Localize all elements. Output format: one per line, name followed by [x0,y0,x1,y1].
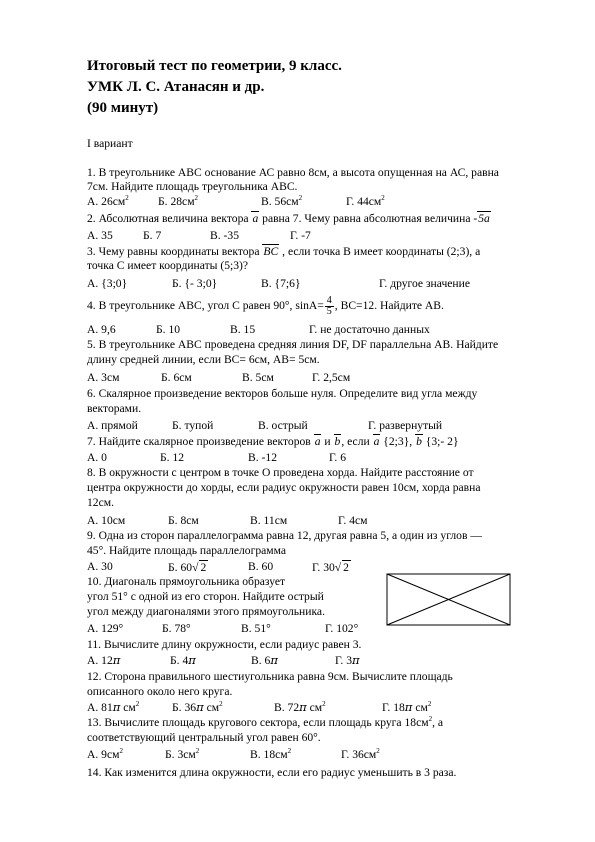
pi-symbol: π [112,653,121,667]
q11-option-d-label: Г. 3 [335,654,352,667]
q5-option-a[interactable]: А. 3см [87,371,120,384]
q11-option-a-label: А. 12 [87,654,113,667]
q1-sup-b: 2 [194,194,199,203]
q12-unit: см [306,701,323,714]
q5-option-d[interactable]: Г. 2,5см [312,371,351,384]
q3-option-c-value: 7;6 [280,277,295,290]
q11-text: 11. Вычислите длину окружности, если радиус равен 3. [87,638,362,651]
q14-text: 14. Как изменится длина окружности, если его радиус уменьшить в 3 раза. [87,766,457,779]
q8-text-3: 12см. [87,496,114,509]
q7-option-c[interactable]: В. -12 [248,451,277,464]
q5-option-b[interactable]: Б. 6см [161,371,192,384]
pi-symbol: π [299,700,307,714]
pi-symbol: π [188,653,196,667]
fraction-4-5 [325,296,334,317]
title-line-1: Итоговый тест по геометрии, 9 класс. [87,58,342,74]
q1-sup-c: 2 [298,194,303,203]
q12-option-a-label: А. 81 [87,701,113,714]
q4-option-b[interactable]: Б. 10 [156,323,181,336]
q1-option-d[interactable] [346,195,385,208]
q1-option-d-label: Г. 44см [346,195,382,208]
q3-b-brace-left: { [184,277,191,290]
q9-option-b[interactable]: Б. 60√ 2 [168,561,207,574]
vector-bc: BC [263,245,279,258]
q4-option-a[interactable]: А. 9,6 [87,323,116,336]
q13-sup: 2 [119,747,123,756]
q13-option-a[interactable] [87,748,123,761]
q7-and: и [324,435,331,448]
q10-text-2: угол 51° с одной из его сторон. Найдите острый [87,590,324,603]
q1-option-c[interactable] [261,195,302,208]
q6-option-b[interactable]: Б. тупой [172,419,214,432]
q9-option-d[interactable]: Г. 30√ 2 [312,561,349,574]
q7-option-d[interactable]: Г. 6 [329,451,346,464]
q11-option-b-label: Б. 4 [170,654,189,667]
q7-text-a: 7. Найдите скалярное произведение векторов [87,435,311,448]
q3-option-c[interactable] [261,277,301,290]
q5-option-c[interactable]: В. 5см [242,371,274,384]
q9-option-c[interactable]: В. 60 [248,560,274,573]
q13-text-2: соответствующий центральный угол равен 60°. [87,731,321,744]
q11-option-c-label: В. 6 [251,654,271,667]
q12-text-1: 12. Сторона правильного шестиугольника равна 9см. Вычислите площадь [87,670,453,683]
q6-text-1: 6. Скалярное произведение векторов больше нуля. Определите вид угла между [87,387,478,400]
vector-a-coords: 2;3 [388,435,404,448]
q3-option-b[interactable] [172,277,217,290]
q13-option-a-label: А. 9см [87,748,120,761]
q13-option-b[interactable] [165,748,199,761]
variant-label: I вариант [87,137,133,150]
sqrt-2: 2 [200,561,207,574]
q9-option-b-label: Б. 60 [168,561,193,574]
q6-option-d[interactable]: Г. развернутый [368,419,443,432]
q10-text-1: 10. Диагональ прямоугольника образует [87,575,286,588]
vector-a: a [373,435,380,448]
q13-sup: 2 [428,715,433,724]
q13-sup: 2 [287,747,292,756]
q3-text-2: точка С имеет координаты (5;3)? [87,259,249,272]
q6-option-a[interactable]: А. прямой [87,419,138,432]
q1-text-2: 7см. Найдите площадь треугольника АВС. [87,180,298,193]
vector-a: a [314,435,321,448]
q12-sup: 2 [219,700,223,709]
q12-option-c-label: В. 72 [274,701,300,714]
q11-option-a[interactable] [87,654,120,667]
q7-option-b[interactable]: Б. 12 [160,451,185,464]
fraction-denominator: 5 [326,306,332,317]
q11-option-b[interactable] [170,654,196,667]
q4-option-d[interactable]: Г. не достаточно данных [309,323,430,336]
q4-text-b: , ВС=12. Найдите АВ. [334,299,444,313]
q2-option-d[interactable]: Г. -7 [290,229,311,242]
q10-text-3: угол между диагоналями этого прямоугольника. [87,605,325,618]
title-line-3: (90 минут) [87,100,159,116]
q1-option-a-label: А. 26см [87,195,126,208]
q5-text-1: 5. В треугольнике АВС проведена средняя линия DF, DF параллельна АВ. Найдите [87,338,499,351]
q9-option-d-label: Г. 30 [312,561,335,574]
q3-option-b-value: - 3;0 [190,277,212,290]
q8-option-c[interactable]: В. 11см [250,514,288,527]
rectangle-diagonals-figure [386,572,512,628]
q8-option-d[interactable]: Г. 4см [338,514,368,527]
vector-b: b [416,435,422,448]
q8-text-1: 8. В окружности с центром в точке О проведена хорда. Найдите расстояние от [87,466,474,479]
q7-brace-left-2: { [425,435,432,448]
q12-unit: см [120,701,136,714]
q13-text-1 [87,716,443,729]
q12-sup: 2 [322,700,326,709]
q12-unit: см [203,701,220,714]
q10-option-a[interactable]: А. 129° [87,622,124,635]
q13-option-d[interactable] [341,748,380,761]
q7-brace-right-2: } [452,435,459,448]
q12-unit: см [412,701,428,714]
q12-sup: 2 [135,700,140,709]
vector-b: b [334,435,341,448]
pi-symbol: π [404,700,413,714]
vector-5a: 5a [478,212,490,225]
pi-symbol: π [112,700,121,714]
q2-option-c[interactable]: В. -35 [210,229,239,242]
q10-option-b[interactable]: Б. 78° [162,622,191,635]
q3-option-b-label: Б. [172,277,182,290]
q3-option-c-label: В. [261,277,272,290]
q1-option-a[interactable] [87,195,129,208]
q13-option-b-label: Б. 3см [165,748,196,761]
q13-text-1b: , а [432,716,444,729]
q5-text-2: длину средней линии, если ВС= 6см, АВ= 5см. [87,353,320,366]
q2-text-a: 2. Абсолютная величина вектора [87,212,249,225]
q12-option-c[interactable] [274,701,326,714]
q3-option-a-label: А. [87,277,99,290]
q7-text [87,435,459,448]
q2-text-b: равна 7. Чему равна абсолютная величина - [262,212,478,225]
q8-option-a[interactable]: А. 10см [87,514,126,527]
q4-text [87,296,444,317]
q3-c-brace-right: } [294,277,301,290]
vector-b-coords: 3;- 2 [431,435,453,448]
q7-text-b: , если [341,435,370,448]
q3-a-brace-left: { [101,277,107,290]
q10-option-c[interactable]: В. 51° [241,622,271,635]
q13-option-d-label: Г. 36см [341,748,377,761]
q12-option-d[interactable] [382,701,431,714]
q9-option-a[interactable]: А. 30 [87,560,113,573]
q7-comma: , [409,435,413,448]
q12-text-2: описанного около него круга. [87,685,233,698]
q7-brace-left-1: { [383,435,389,448]
pi-symbol: π [352,653,360,667]
q4-option-c[interactable]: В. 15 [230,323,256,336]
sqrt-2: 2 [343,561,349,574]
q1-sup-a: 2 [125,194,129,203]
q7-brace-right-1: } [403,435,410,448]
q1-option-b[interactable] [158,195,198,208]
q3-option-d[interactable]: Г. другое значение [379,277,470,290]
pi-symbol: π [196,700,204,714]
q1-option-b-label: Б. 28см [158,195,195,208]
q7-option-a[interactable]: А. 0 [87,451,107,464]
q12-option-b[interactable] [172,701,223,714]
q3-text-b: , если точка В имеет координаты (2;3), а [282,245,481,258]
q3-option-a-value: 3;0 [106,277,122,290]
title-line-2: УМК Л. С. Атанасян и др. [87,79,265,95]
q12-option-d-label: Г. 18 [382,701,405,714]
q2-text [87,212,491,225]
q13-sup: 2 [195,747,200,756]
q3-a-brace-right: } [121,277,128,290]
q10-option-d[interactable]: Г. 102° [325,622,359,635]
q3-text-a: 3. Чему равны координаты вектора [87,245,260,258]
q12-sup: 2 [427,700,432,709]
q12-option-a[interactable] [87,701,139,714]
q3-c-brace-left: { [274,277,281,290]
pi-symbol: π [270,653,278,667]
q13-sup: 2 [376,747,380,756]
q1-option-c-label: В. 56см [261,195,299,208]
q9-text-1: 9. Одна из сторон параллелограмма равна 12, другая равна 5, а один из углов — [87,529,482,542]
q1-text-1: 1. В треугольнике АВС основание АС равно 8см, а высота опущенная на АС, равна [87,166,499,179]
q4-text-a: 4. В треугольнике АВС, угол С равен 90°, sinA= [87,299,324,313]
q13-text-1a: 13. Вычислите площадь кругового сектора, если площадь круга 18см [87,716,429,729]
q9-text-2: 45°. Найдите площадь параллелограмма [87,544,287,557]
q13-option-c-label: В. 18см [250,748,288,761]
q8-option-b[interactable]: Б. 8см [168,514,199,527]
q11-option-d[interactable] [335,654,360,667]
q6-text-2: векторами. [87,402,142,415]
q12-option-b-label: Б. 36 [172,701,197,714]
q3-option-a[interactable] [87,277,127,290]
q1-sup-d: 2 [381,194,385,203]
q2-option-a[interactable]: А. 35 [87,229,113,242]
vector-a: a [252,212,259,225]
q13-option-c[interactable] [250,748,291,761]
q2-option-b[interactable]: Б. 7 [143,229,162,242]
fraction-numerator: 4 [326,295,332,306]
q6-option-c[interactable]: В. острый [258,419,308,432]
q3-b-brace-right: } [211,277,218,290]
q11-option-c[interactable] [251,654,278,667]
q3-text-1 [87,245,480,258]
q8-text-2: центра окружности до хорды, если радиус окружности равен 10см, хорда равна [87,481,481,494]
